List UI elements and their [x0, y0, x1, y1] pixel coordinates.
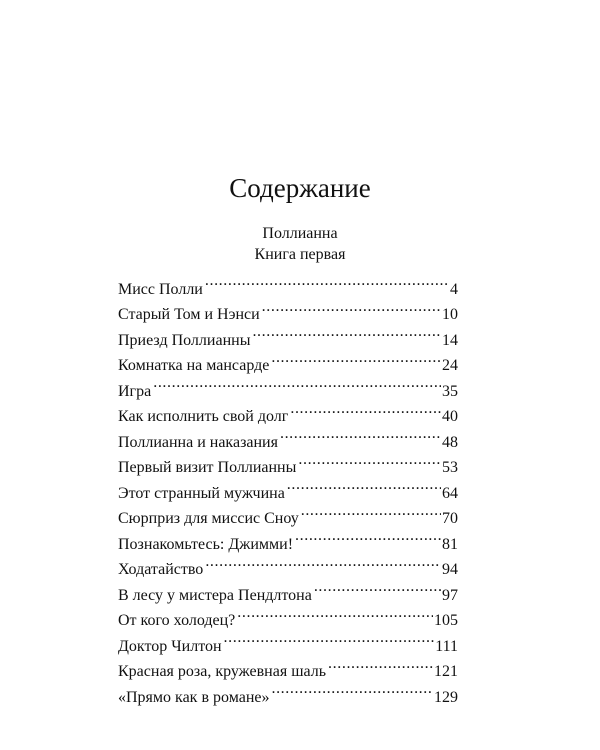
toc-entry-title: Старый Том и Нэнси — [118, 306, 260, 323]
toc-entry — [118, 268, 458, 298]
toc-dot-leader — [300, 498, 441, 524]
toc-entry-page: 48 — [442, 433, 458, 451]
toc-dot-leader — [223, 625, 435, 651]
toc-entry-title: В лесу у мистера Пендлтона — [118, 586, 312, 604]
toc-entry-page: 121 — [434, 663, 458, 680]
toc-entry-title: Этот странный мужчина — [118, 484, 285, 502]
toc-dot-leader — [313, 574, 441, 600]
toc-entry-title: Первый визит Поллианны — [118, 459, 297, 476]
toc-entry — [118, 396, 458, 425]
toc-dot-leader — [294, 523, 441, 549]
toc-entry-page: 97 — [442, 586, 458, 604]
toc-entry-page: 129 — [434, 688, 458, 706]
toc-dot-leader — [289, 396, 441, 422]
toc-entry-title: Ходатайство — [118, 561, 204, 578]
toc-dot-leader — [286, 472, 441, 498]
toc-entry-title: Доктор Чилтон — [118, 637, 222, 655]
toc-entry-page: 94 — [442, 561, 458, 578]
toc-entry-title: От кого холодец? — [118, 612, 236, 629]
toc-dot-leader — [327, 651, 433, 677]
toc-dot-leader — [261, 294, 441, 320]
toc-entry-title: Красная роза, кружевная шаль — [118, 663, 327, 680]
page-title: Содержание — [229, 173, 371, 203]
toc-dot-leader — [236, 600, 433, 626]
toc-entry-page: 53 — [442, 459, 458, 476]
toc-entry-title: Познакомьтесь: Джимми! — [118, 535, 294, 553]
toc-dot-leader — [279, 421, 441, 447]
toc-entry-title: Мисс Полли — [118, 280, 203, 298]
toc-entry-title: Сюрприз для миссис Сноу — [118, 510, 299, 527]
toc-entry-page: 81 — [442, 535, 458, 553]
toc-entry-page: 10 — [442, 306, 458, 323]
book-name: Поллианна — [262, 225, 338, 242]
toc-dot-leader — [297, 447, 441, 473]
toc-entry-page: 4 — [450, 280, 458, 298]
book-part: Книга первая — [254, 246, 346, 263]
toc-entry-page: 70 — [442, 510, 458, 527]
toc-dot-leader — [152, 370, 441, 396]
toc-dot-leader — [251, 319, 441, 345]
toc-entry-page: 24 — [442, 357, 458, 374]
toc-dot-leader — [204, 549, 441, 575]
toc-entry-page: 64 — [442, 484, 458, 502]
toc-entry-title: Поллианна и наказания — [118, 433, 278, 451]
toc-entry-page: 14 — [442, 331, 458, 349]
toc-entry-page: 111 — [435, 637, 458, 655]
toc-dot-leader — [270, 676, 433, 702]
toc-dot-leader — [270, 345, 441, 371]
toc-entry-title: Игра — [118, 382, 152, 400]
table-of-contents — [118, 268, 458, 706]
toc-entry — [118, 370, 458, 400]
toc-entry-title: Как исполнить свой долг — [118, 408, 289, 425]
toc-entry-page: 35 — [442, 382, 458, 400]
toc-entry-title: Приезд Поллианны — [118, 331, 251, 349]
toc-entry-page: 40 — [442, 408, 458, 425]
toc-entry-title: Комнатка на мансарде — [118, 357, 270, 374]
toc-dot-leader — [204, 268, 449, 294]
toc-entry-title: «Прямо как в романе» — [118, 688, 270, 706]
toc-entry-page: 105 — [434, 612, 458, 629]
